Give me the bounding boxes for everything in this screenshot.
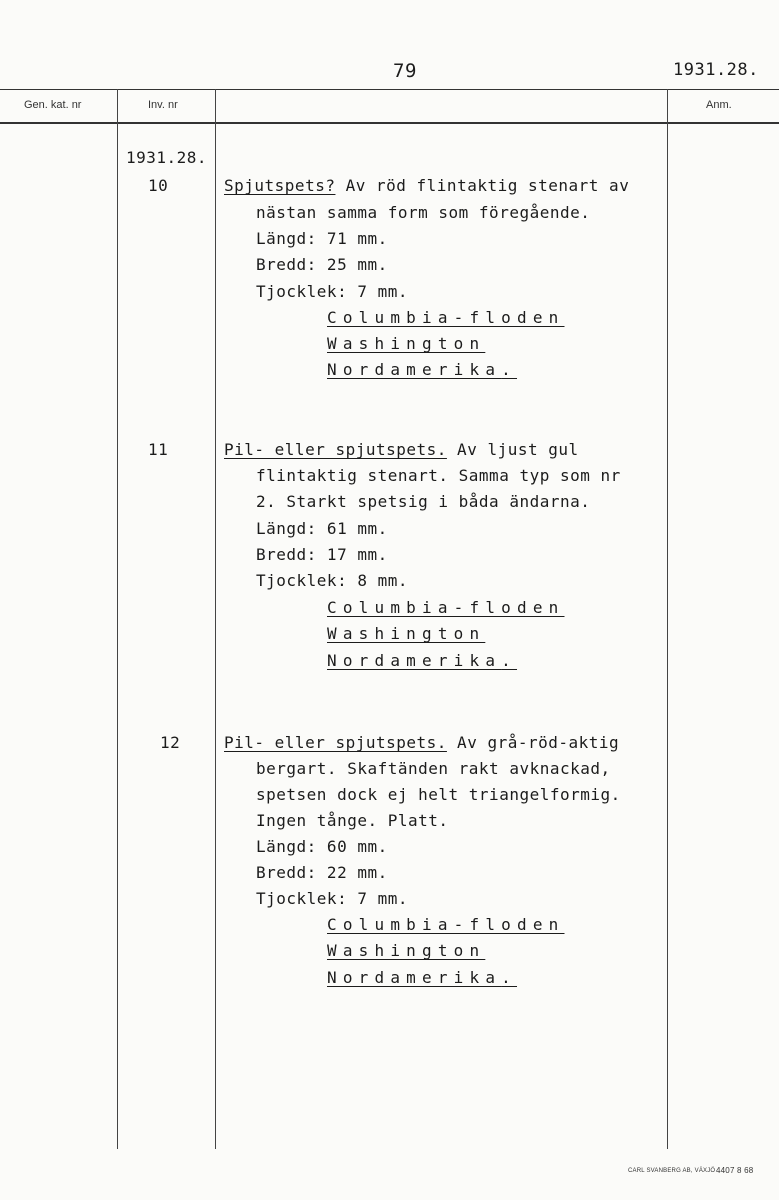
location-continent: Nordamerika. [327,968,518,987]
entry-title: Pil- eller spjutspets. [224,440,447,459]
entry-description-line: 2. Starkt spetsig i båda ändarna. [256,492,591,511]
column-divider-anm [667,89,668,1149]
entry-width: Bredd: 22 mm. [256,863,388,882]
column-divider-gen [117,89,118,1149]
entry-title: Pil- eller spjutspets. [224,733,447,752]
entry-thickness: Tjocklek: 8 mm. [256,571,408,590]
location-state: Washington [327,941,486,960]
page-number: 79 [393,60,417,82]
entry-length: Längd: 71 mm. [256,229,388,248]
entry-number: 11 [148,440,169,459]
location-continent: Nordamerika. [327,651,518,670]
entry-description-line: nästan samma form som föregående. [256,203,591,222]
entry-width: Bredd: 25 mm. [256,255,388,274]
column-header-gen-kat-nr: Gen. kat. nr [24,99,82,111]
column-divider-inv [215,89,216,1149]
printer-imprint: CARL SVANBERG AB, VÄXJÖ [628,1168,716,1174]
form-number: 4407 8 68 [716,1166,754,1175]
location-river: Columbia-floden [327,915,565,934]
entry-length: Längd: 60 mm. [256,837,388,856]
year-reference: 1931.28. [673,60,759,80]
entry-title: Spjutspets? [224,176,336,195]
location-river: Columbia-floden [327,308,565,327]
entry-number: 12 [160,733,181,752]
location-state: Washington [327,334,486,353]
entry-description-line: Ingen tånge. Platt. [256,811,449,830]
entry-length: Längd: 61 mm. [256,519,388,538]
entry-description-line: spetsen dock ej helt triangelformig. [256,785,621,804]
entry-description-line: Pil- eller spjutspets. Av ljust gul [224,440,579,459]
entry-description-line: Spjutspets? Av röd flintaktig stenart av [224,176,630,195]
entry-thickness: Tjocklek: 7 mm. [256,889,408,908]
column-header-anm: Anm. [706,99,732,111]
location-state: Washington [327,624,486,643]
column-header-inv-nr: Inv. nr [148,99,178,111]
entry-number: 10 [148,176,169,195]
catalog-block-label: 1931.28. [126,148,208,167]
location-river: Columbia-floden [327,598,565,617]
entry-description-line: Pil- eller spjutspets. Av grå-röd-aktig [224,733,620,752]
entry-description-line: bergart. Skaftänden rakt avknackad, [256,759,611,778]
entry-description-line: flintaktig stenart. Samma typ som nr [256,466,621,485]
entry-width: Bredd: 17 mm. [256,545,388,564]
location-continent: Nordamerika. [327,360,518,379]
entry-thickness: Tjocklek: 7 mm. [256,282,408,301]
